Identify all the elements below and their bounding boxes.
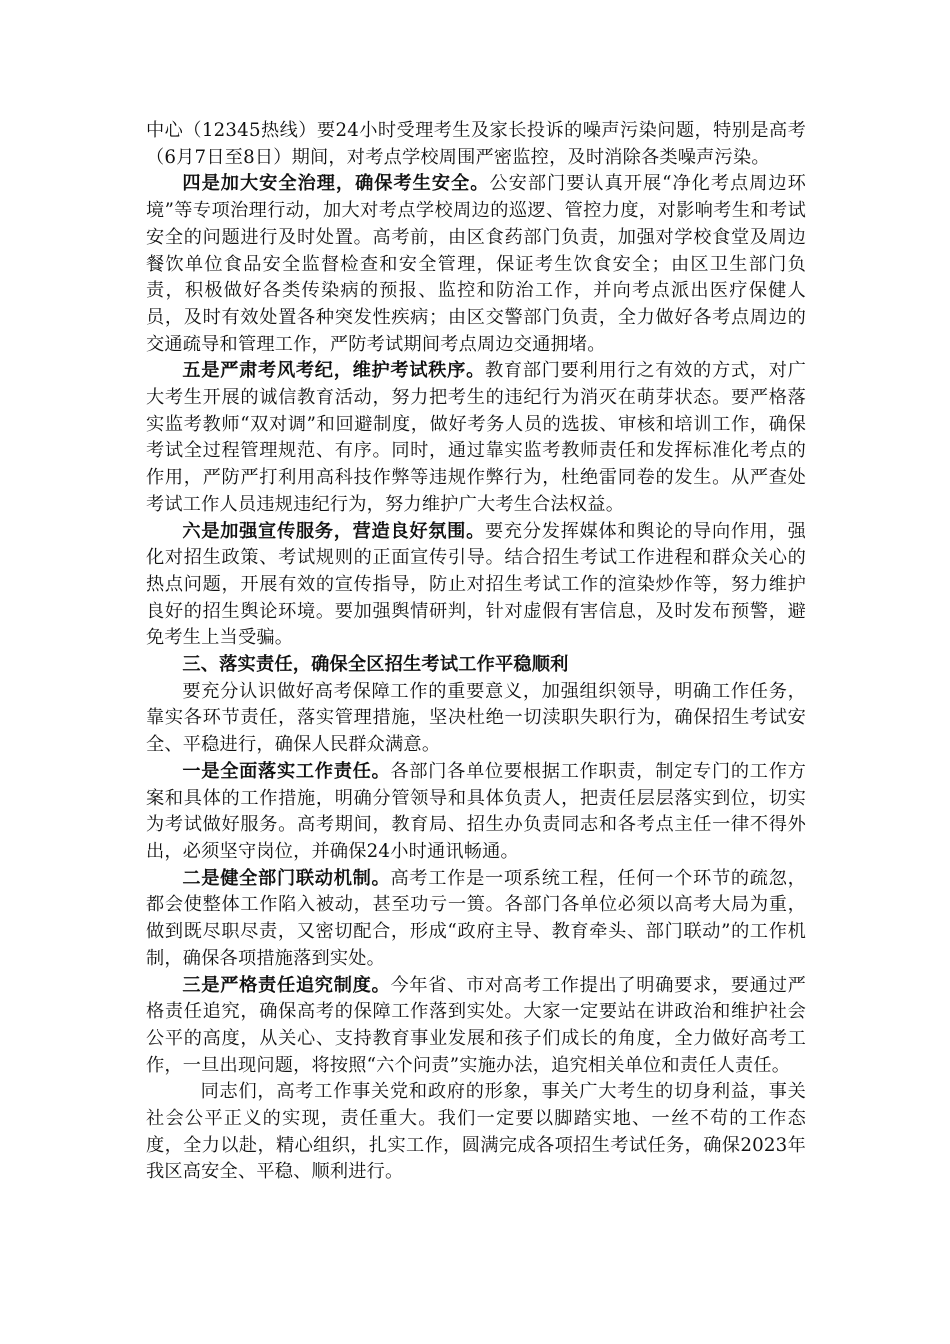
paragraph-accountability [146, 973, 806, 1080]
paragraph-text: 各部门各单位要根据工作职责，制定专门的工作方案和具体的工作措施，明确分管领导和具体负责人，把责任层层落实到位，切实为考试做好服务。高考期间，教育局、招生办负责同志和各考点主任一律不得外出，必须坚守岗位，并确保24小时通讯畅通。 [146, 760, 806, 862]
paragraph-text: 要充分发挥媒体和舆论的导向作用，强化对招生政策、考试规则的正面宣传引导。结合招生考试工作进程和群众关心的热点问题，开展有效的宣传指导，防止对招生考试工作的渲染炒作等，努力维护良好的招生舆论环境。要加强舆情研判，针对虚假有害信息，及时发布预警，避免考生上当受骗。 [146, 520, 806, 649]
paragraph-lead: 二是健全部门联动机制。 [182, 867, 391, 889]
paragraph-lead: 五是严肃考风考纪，维护考试秩序。 [182, 360, 485, 382]
paragraph-lead: 三是严格责任追究制度。 [182, 974, 391, 996]
paragraph-lead: 一是全面落实工作责任。 [182, 760, 391, 782]
paragraph-text: 要充分认识做好高考保障工作的重要意义，加强组织领导，明确工作任务，靠实各环节责任，落实管理措施，坚决杜绝一切渎职失职行为，确保招生考试安全、平稳进行，确保人民群众满意。 [146, 680, 806, 756]
paragraph-closing [146, 1079, 806, 1186]
section-heading: 三、落实责任，确保全区招生考试工作平稳顺利 [182, 654, 569, 676]
paragraph-text: 高考工作是一项系统工程，任何一个环节的疏忽，都会使整体工作陷入被动，甚至功亏一篑。各部门各单位必须以高考大局为重，做到既尽职尽责，又密切配合，形成“政府主导、教育牵头、部门联动”的工作机制，确保各项措施落到实处。 [146, 867, 806, 969]
paragraph-lead: 六是加强宣传服务，营造良好氛围。 [182, 520, 485, 542]
paragraph-text: 中心（12345热线）要24小时受理考生及家长投诉的噪声污染问题，特别是高考（6月7日至8日）期间，对考点学校周围严密监控，及时消除各类噪声污染。 [146, 120, 806, 168]
document-body [146, 118, 806, 1186]
paragraph-coordination [146, 866, 806, 973]
paragraph-discipline [146, 358, 806, 518]
paragraph-intro [146, 679, 806, 759]
paragraph-lead: 四是加大安全治理，确保考生安全。 [182, 173, 490, 195]
paragraph-text: 教育部门要利用行之有效的方式，对广大考生开展的诚信教育活动，努力把考生的违纪行为消灭在萌芽状态。要严格落实监考教师“双对调”和回避制度，做好考务人员的选拔、审核和培训工作，确保考试全过程管理规范、有序。同时，通过靠实监考教师责任和发挥标准化考点的作用，严防严打利用高科技作弊等违规作弊行为，杜绝雷同卷的发生。从严查处考试工作人员违规违纪行为，努力维护广大考生合法权益。 [146, 360, 806, 515]
paragraph-text: 今年省、市对高考工作提出了明确要求，要通过严格责任追究，确保高考的保障工作落到实处。大家一定要站在讲政治和维护社会公平的高度，从关心、支持教育事业发展和孩子们成长的角度，全力做好高考工作，一旦出现问题，将按照“六个问责”实施办法，追究相关单位和责任人责任。 [146, 974, 806, 1076]
paragraph-continuation [146, 118, 806, 171]
paragraph-safety [146, 171, 806, 358]
paragraph-publicity [146, 519, 806, 653]
paragraph-responsibility [146, 759, 806, 866]
paragraph-text: 同志们，高考工作事关党和政府的形象，事关广大考生的切身利益，事关社会公平正义的实现，责任重大。我们一定要以脚踏实地、一丝不苟的工作态度，全力以赴，精心组织，扎实工作，圆满完成各项招生考试任务，确保2023年我区高安全、平稳、顺利进行。 [146, 1081, 806, 1183]
paragraph-text: 公安部门要认真开展“净化考点周边环境”等专项治理行动，加大对考点学校周边的巡逻、管控力度，对影响考生和考试安全的问题进行及时处置。高考前，由区食药部门负责，加强对学校食堂及周边餐饮单位食品安全监督检查和安全管理，保证考生饮食安全；由区卫生部门负责，积极做好各类传染病的预报、监控和防治工作，并向考点派出医疗保健人员，及时有效处置各种突发性疾病；由区交警部门负责，全力做好各考点周边的交通疏导和管理工作，严防考试期间考点周边交通拥堵。 [146, 173, 807, 355]
